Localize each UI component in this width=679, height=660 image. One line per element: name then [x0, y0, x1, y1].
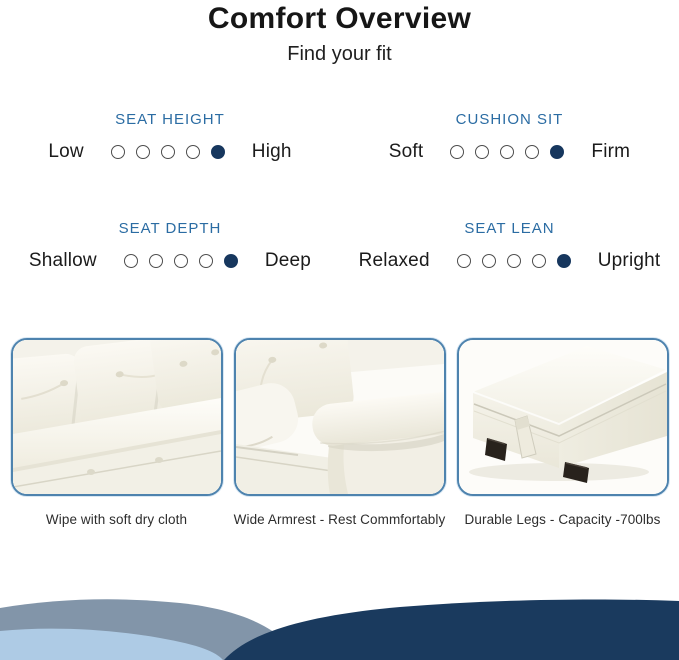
scale-row [0, 141, 340, 163]
rating-dot-filled [224, 254, 238, 268]
comfort-scales [0, 111, 679, 272]
rating-dot [186, 145, 200, 159]
scale-title: SEAT HEIGHT [115, 111, 225, 128]
scale-right-label: Deep [264, 250, 312, 271]
feature-card-armrest [234, 338, 446, 527]
rating-dot [149, 254, 163, 268]
scale-row [0, 250, 340, 272]
sofa-armrest-photo [236, 340, 444, 494]
scale-seat-lean [340, 220, 679, 272]
rating-dot [525, 145, 539, 159]
scale-left-label: Shallow [28, 250, 97, 271]
scale-seat-height [0, 111, 340, 163]
scale-right-label: Firm [591, 141, 631, 162]
rating-dot [199, 254, 213, 268]
rating-dots [450, 145, 564, 159]
rating-dots [124, 254, 238, 268]
scale-cushion-sit [340, 111, 679, 163]
scale-seat-depth [0, 220, 340, 272]
rating-dots [457, 254, 571, 268]
rating-dot [111, 145, 125, 159]
page-subtitle: Find your fit [287, 43, 392, 65]
card-caption: Wipe with soft dry cloth [45, 512, 188, 527]
card-frame [234, 338, 446, 496]
card-frame [457, 338, 669, 496]
card-frame [11, 338, 223, 496]
decorative-waves [0, 590, 679, 660]
scale-right-label: Upright [597, 250, 661, 271]
rating-dot [457, 254, 471, 268]
scale-row [340, 250, 679, 272]
wave-navy [224, 599, 679, 660]
scale-title: SEAT LEAN [464, 220, 555, 237]
rating-dot [507, 254, 521, 268]
rating-dot [475, 145, 489, 159]
feature-cards [0, 338, 679, 527]
card-caption: Wide Armrest - Rest Commfortably [233, 512, 446, 527]
scale-title: SEAT DEPTH [118, 220, 222, 237]
page-title: Comfort Overview [207, 2, 472, 35]
scale-left-label: Relaxed [358, 250, 430, 271]
scale-title: CUSHION SIT [455, 111, 564, 128]
scale-left-label: Low [48, 141, 84, 162]
feature-card-cleaning [11, 338, 223, 527]
rating-dot [174, 254, 188, 268]
sofa-back-cushions-photo [13, 340, 221, 494]
rating-dot [136, 145, 150, 159]
rating-dot [124, 254, 138, 268]
header [0, 0, 679, 66]
card-caption: Durable Legs - Capacity -700lbs [464, 512, 661, 527]
rating-dot [482, 254, 496, 268]
rating-dot-filled [211, 145, 225, 159]
rating-dot-filled [557, 254, 571, 268]
rating-dot [161, 145, 175, 159]
rating-dot [450, 145, 464, 159]
rating-dots [111, 145, 225, 159]
rating-dot [532, 254, 546, 268]
scale-right-label: High [251, 141, 292, 162]
ottoman-legs-photo [459, 340, 667, 494]
feature-card-legs [457, 338, 669, 527]
scale-row [340, 141, 679, 163]
rating-dot-filled [550, 145, 564, 159]
rating-dot [500, 145, 514, 159]
scale-left-label: Soft [388, 141, 424, 162]
